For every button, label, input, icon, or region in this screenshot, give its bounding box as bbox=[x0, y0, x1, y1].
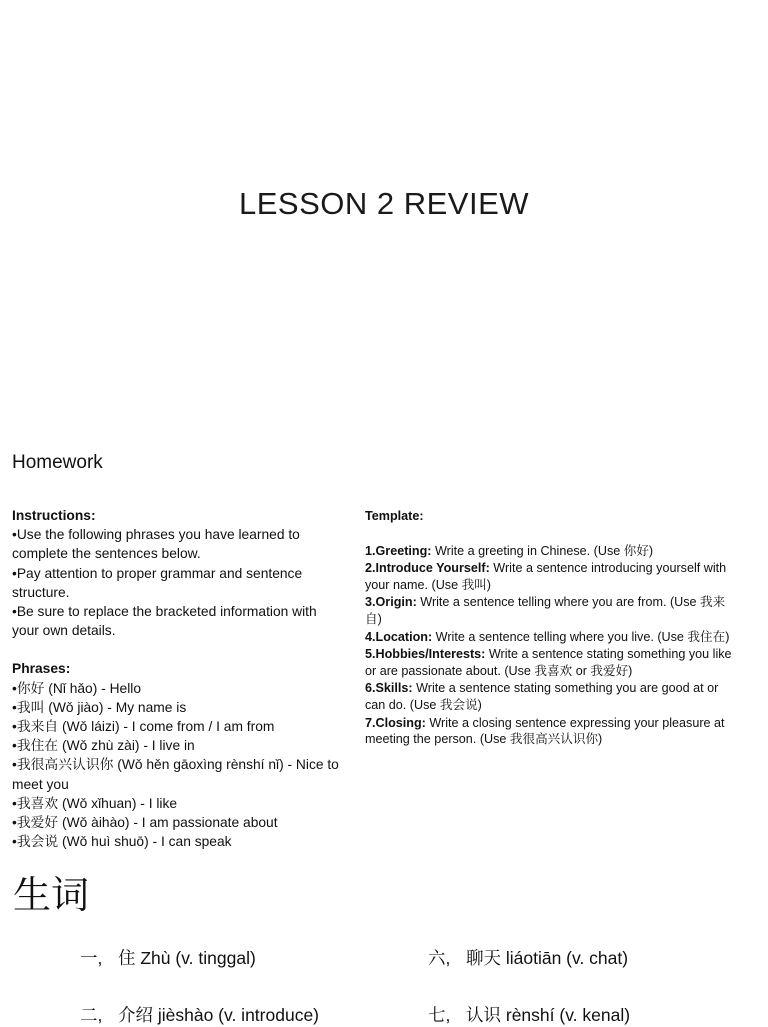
template-item bbox=[365, 543, 737, 560]
template-item-text: Write a sentence introducing yourself with your name. (Use 我叫) bbox=[365, 561, 727, 592]
phrases-label: Phrases: bbox=[12, 661, 71, 677]
slide-title: LESSON 2 REVIEW bbox=[238, 186, 530, 221]
vocabulary-number: 六, bbox=[428, 948, 451, 968]
template-item bbox=[365, 594, 737, 627]
vocabulary-item bbox=[428, 1002, 630, 1027]
template-item-label: 1.Greeting: bbox=[365, 543, 432, 558]
instruction-item: •Pay attention to proper grammar and sentence structure. bbox=[12, 565, 303, 600]
template-item-text: Write a sentence telling where you are from. (Use 我来自) bbox=[365, 595, 726, 626]
template-item-text: Write a greeting in Chinese. (Use 你好) bbox=[431, 543, 654, 558]
template-item-label: 5.Hobbies/Interests: bbox=[365, 647, 486, 662]
vocabulary-text: 聊天 liáotiān (v. chat) bbox=[466, 948, 629, 968]
template-item bbox=[365, 680, 737, 713]
template-item-label: 4.Location: bbox=[365, 629, 433, 644]
template-item-label: 2.Introduce Yourself: bbox=[365, 561, 490, 576]
vocabulary-number: 一, bbox=[80, 948, 103, 968]
template-item-label: 6.Skills: bbox=[365, 681, 413, 696]
phrase-item: •我很高兴认识你 (Wǒ hěn gāoxìng rènshí nǐ) - Nice to meet you bbox=[12, 757, 339, 792]
vocabulary-number: 七, bbox=[428, 1005, 451, 1025]
instructions-label: Instructions: bbox=[12, 508, 96, 523]
template-item-label: 3.Origin: bbox=[365, 595, 417, 610]
template-item-text: Write a sentence telling where you live. (Use 我住在) bbox=[432, 629, 730, 644]
phrase-item: •我叫 (Wǒ jiào) - My name is bbox=[12, 699, 187, 715]
phrase-item: •我会说 (Wǒ huì shuō) - I can speak bbox=[12, 834, 232, 850]
vocabulary-text: 住 Zhù (v. tinggal) bbox=[118, 948, 256, 968]
instructions-column bbox=[12, 506, 347, 851]
template-item bbox=[365, 646, 737, 679]
template-label: Template: bbox=[365, 509, 424, 523]
template-item-label: 7.Closing: bbox=[365, 715, 426, 730]
vocabulary-text: 介绍 jièshào (v. introduce) bbox=[118, 1005, 320, 1025]
phrase-item: •我爱好 (Wǒ àihào) - I am passionate about bbox=[12, 815, 278, 831]
vocabulary-item bbox=[428, 945, 628, 970]
vocabulary-number: 二, bbox=[80, 1005, 103, 1025]
template-item-text: Write a closing sentence expressing your pleasure at meeting the person. (Use 我很高兴认识你) bbox=[365, 715, 725, 747]
vocabulary-item bbox=[80, 945, 256, 970]
phrase-item: •我住在 (Wǒ zhù zài) - I live in bbox=[12, 738, 195, 754]
template-item bbox=[365, 629, 737, 646]
template-item bbox=[365, 560, 737, 593]
vocabulary-item bbox=[80, 1002, 319, 1027]
template-item-text: Write a sentence stating something you are good at or can do. (Use 我会说) bbox=[365, 681, 719, 712]
instruction-item: •Be sure to replace the bracketed information with your own details. bbox=[12, 604, 317, 639]
phrase-item: •我喜欢 (Wǒ xǐhuan) - I like bbox=[12, 795, 178, 811]
template-item bbox=[365, 715, 737, 748]
template-column bbox=[365, 508, 737, 749]
phrase-item: •你好 (Nǐ hǎo) - Hello bbox=[12, 680, 142, 696]
vocabulary-text: 认识 rènshí (v. kenal) bbox=[466, 1005, 631, 1025]
instruction-item: •Use the following phrases you have learned to complete the sentences below. bbox=[12, 527, 300, 562]
phrase-item: •我来自 (Wǒ láizi) - I come from / I am from bbox=[12, 719, 275, 735]
vocabulary-heading: 生词 bbox=[13, 875, 90, 917]
template-item-text: Write a sentence stating something you like or are passionate about. (Use 我喜欢 or 我爱好) bbox=[365, 647, 732, 678]
homework-heading: Homework bbox=[12, 452, 103, 473]
